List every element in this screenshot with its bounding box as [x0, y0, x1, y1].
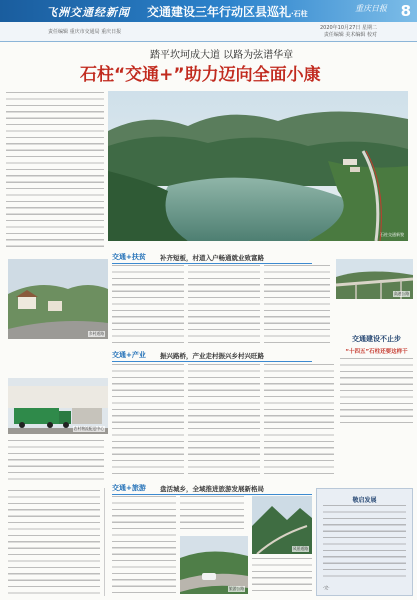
logistics-caption: 农村物流配送中心 — [73, 426, 104, 431]
text-lines — [8, 440, 104, 485]
sidebar-box — [340, 300, 413, 430]
mountain-caption: 风景道路 — [292, 546, 308, 551]
section1-col2 — [188, 265, 260, 345]
section2-col3 — [264, 364, 334, 479]
mountain-photo — [252, 496, 312, 554]
section-rule — [112, 361, 312, 362]
text-lines — [112, 496, 176, 596]
intro-text-lines — [6, 92, 104, 247]
text-lines — [112, 364, 184, 479]
sidebar-title: 交通建设不止步 — [352, 335, 401, 343]
notice-sign: ·完· — [323, 585, 330, 590]
editors-line: 责任编辑 重庆市交通局 重庆日报 — [48, 29, 122, 35]
brand-title: 飞洲交通经新闻 — [46, 6, 130, 19]
logistics-photo — [8, 378, 108, 434]
section3-col3 — [252, 558, 312, 596]
article-headline: 石柱“交通+”助力迈向全面小康 — [80, 65, 321, 85]
section3-col2 — [180, 496, 244, 532]
section1-col3 — [264, 265, 330, 345]
date-line-2: 责任编辑 美术编辑 校对 — [323, 32, 377, 38]
date-line — [320, 25, 377, 39]
notice-box — [316, 488, 413, 596]
subhead-bar — [0, 22, 417, 42]
hero-landscape-image — [108, 91, 408, 241]
tourism-caption: 旅游公路 — [228, 586, 244, 591]
section-rule — [112, 494, 312, 495]
village-caption: 乡村道路 — [88, 331, 104, 336]
page-banner — [0, 0, 417, 22]
text-lines — [188, 364, 260, 479]
tourism-photo — [180, 536, 248, 594]
notice-title: 敬启发展 — [352, 497, 377, 504]
village-road-image — [8, 259, 108, 339]
section-title: 振兴路桥，产业走村振兴乡村兴旺路 — [160, 352, 264, 360]
section-industry — [112, 350, 312, 360]
bridge-photo — [336, 259, 413, 299]
text-lines — [180, 496, 244, 532]
hero-caption: 石柱交通新貌 — [380, 232, 404, 237]
text-lines — [252, 558, 312, 596]
bridge-caption: 高速公路 — [393, 291, 409, 296]
hero-photo — [108, 91, 408, 241]
left-lower-text — [8, 440, 104, 485]
date-line-1: 2020年10月27日 星期二 — [319, 25, 377, 31]
text-lines — [323, 505, 406, 581]
section-tag: 交通+旅游 — [112, 484, 146, 492]
intro-column — [6, 92, 104, 247]
article-kicker: 踏平坎坷成大道 以路为弦谱华章 — [150, 50, 294, 61]
text-lines — [8, 490, 100, 596]
section1-col1 — [112, 265, 184, 345]
column-title — [147, 3, 308, 20]
section-title: 补齐短板，村道入户畅通就业致富路 — [160, 254, 264, 262]
column-title-text: 交通建设三年行动区县巡礼 — [147, 5, 292, 19]
section3-col0 — [8, 490, 100, 596]
paper-name: 重庆日报 — [355, 4, 387, 13]
section2-col2 — [188, 364, 260, 479]
section-rule — [112, 263, 312, 264]
text-lines — [188, 265, 260, 345]
text-lines — [340, 358, 413, 428]
sidebar-text — [340, 358, 413, 428]
column-divider — [104, 488, 105, 596]
section-poverty — [112, 252, 312, 262]
section2-col1 — [112, 364, 184, 479]
village-photo — [8, 259, 108, 339]
section3-col1 — [112, 496, 176, 596]
text-lines — [264, 364, 334, 479]
section-tag: 交通+产业 — [112, 351, 146, 359]
text-lines — [112, 265, 184, 345]
column-title-suffix: ·石柱 — [291, 10, 308, 18]
text-lines — [264, 265, 330, 345]
page-number: 8 — [400, 2, 411, 20]
notice-body — [323, 505, 406, 581]
section-title: 盘活城乡，全域推进旅游发展新格局 — [160, 485, 264, 493]
section-tourism — [112, 483, 312, 493]
section-tag: 交通+扶贫 — [112, 253, 146, 261]
sidebar-subtitle: “十四五”石柱还要这样干 — [345, 349, 408, 355]
